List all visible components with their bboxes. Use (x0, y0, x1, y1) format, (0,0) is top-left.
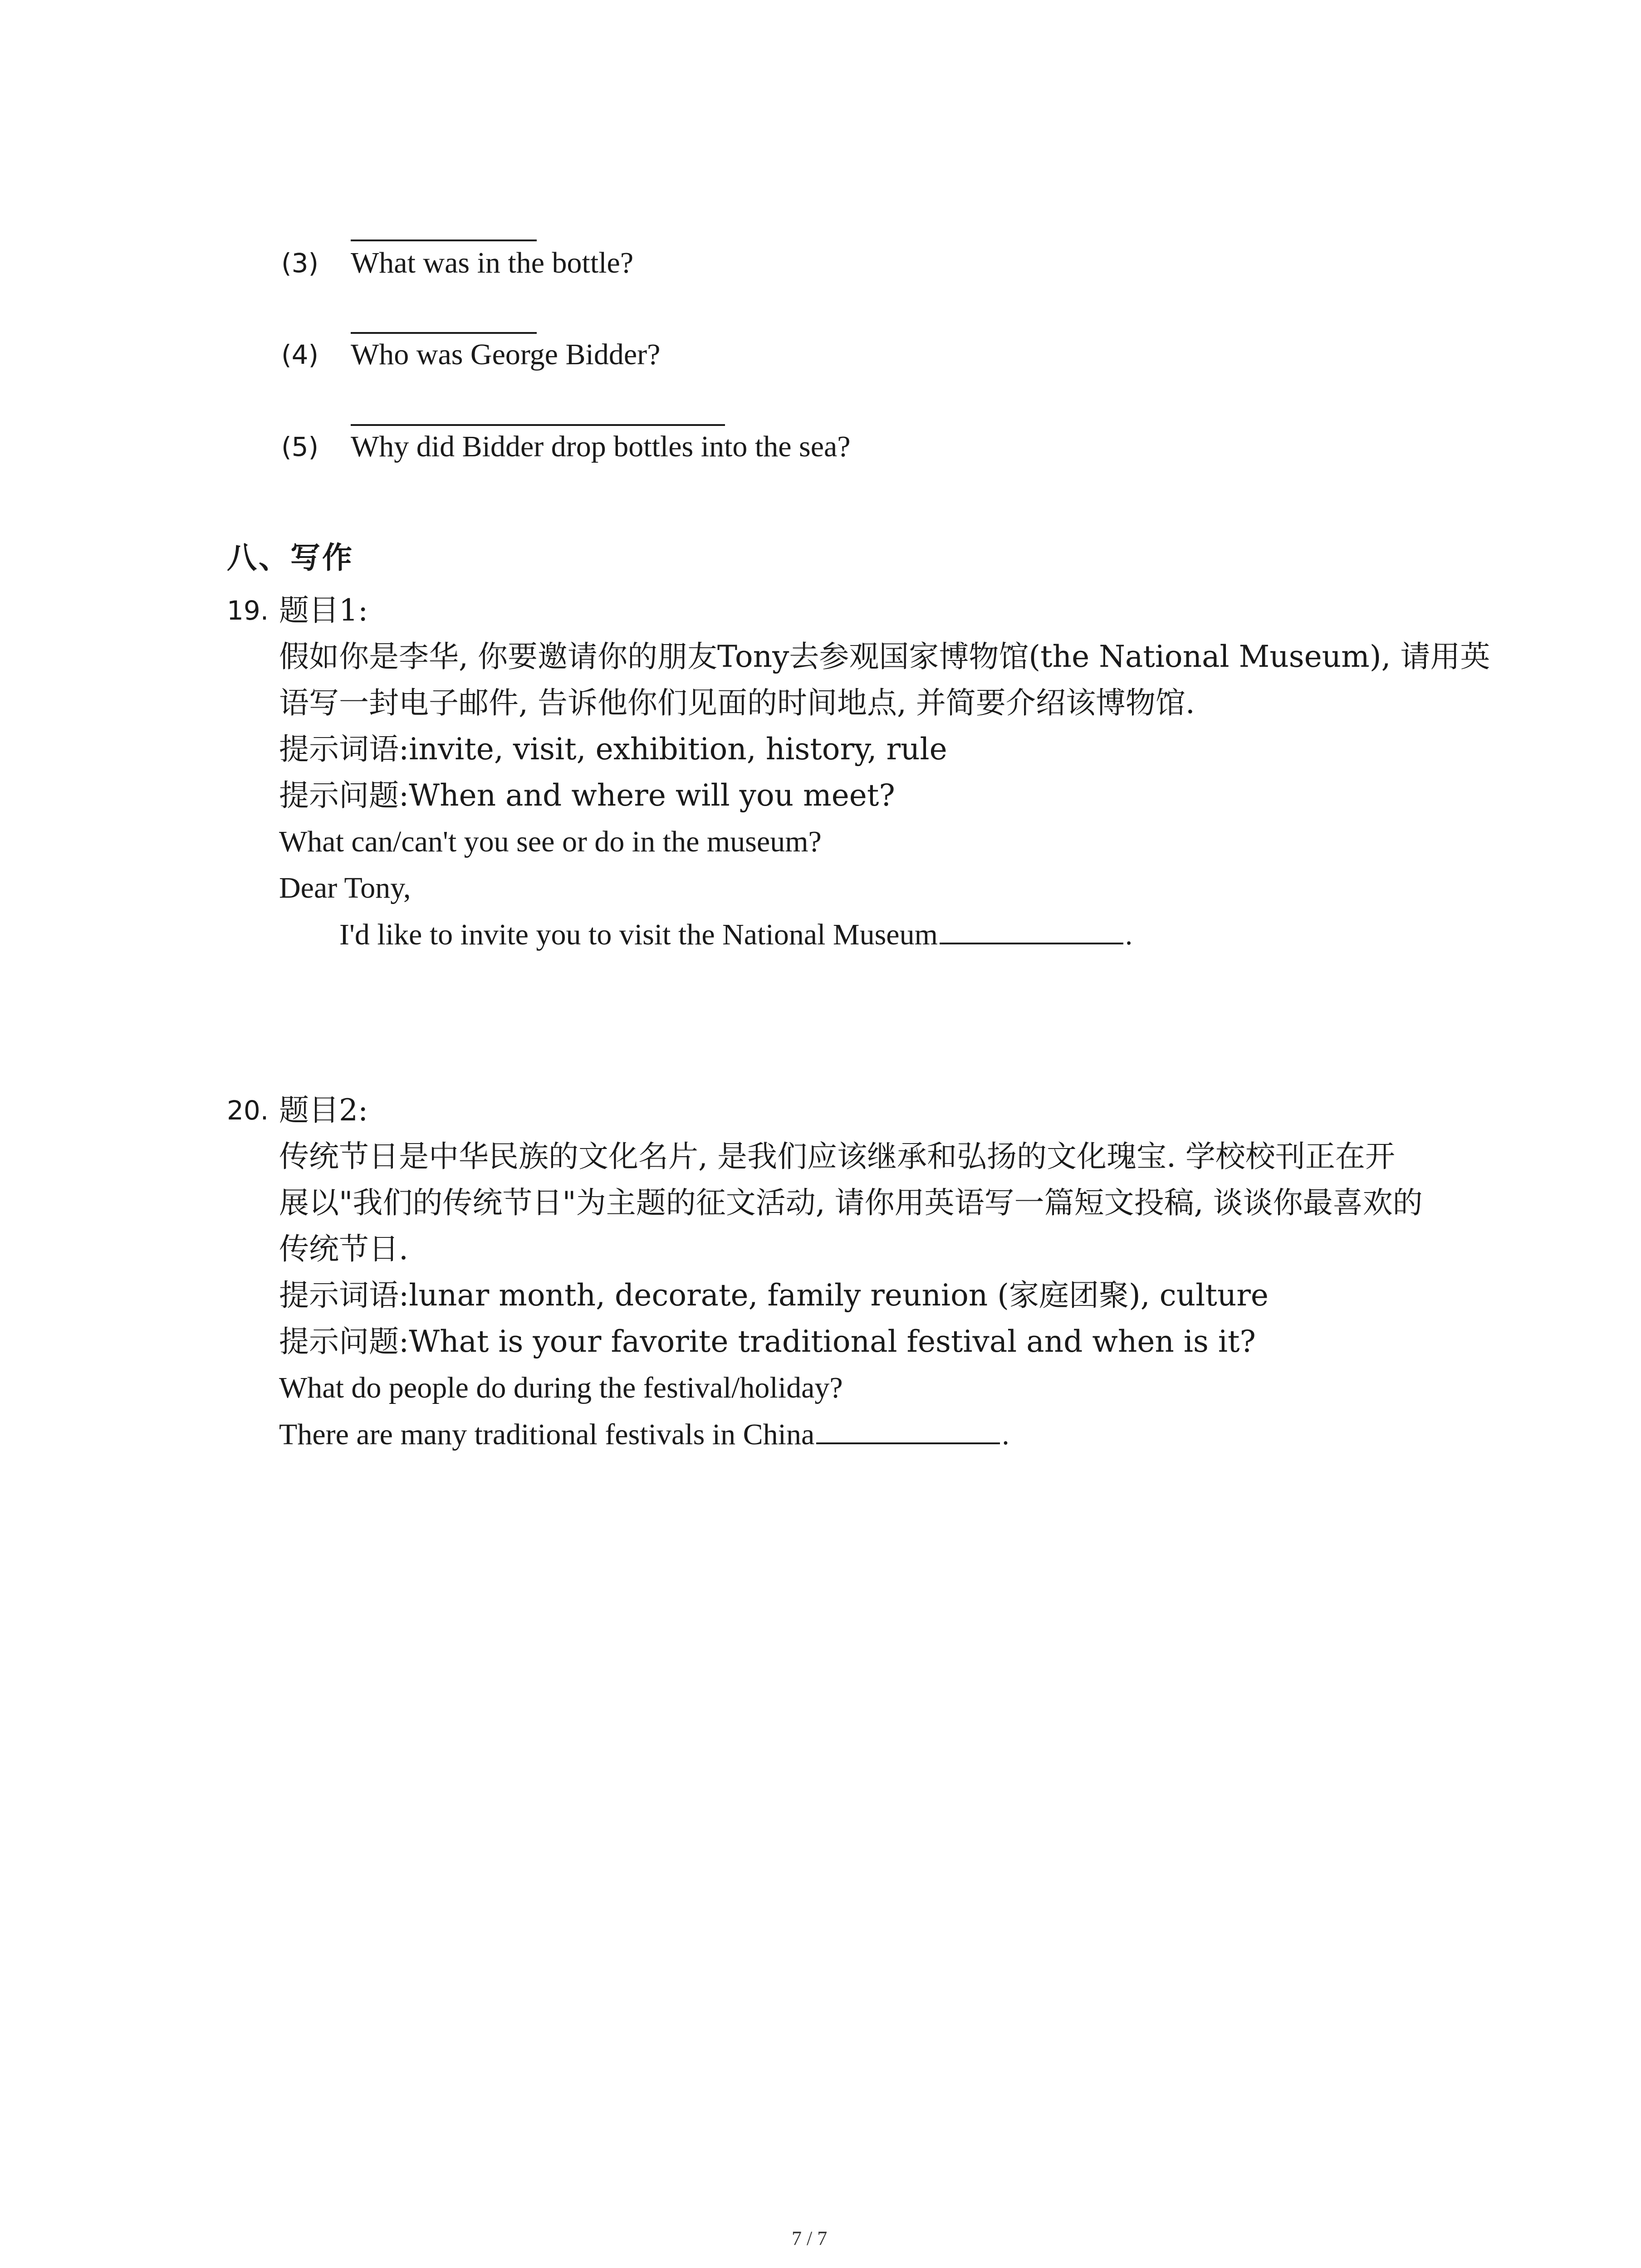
q20-prompt-line3: 传统节日. (279, 1232, 408, 1266)
q20-answer-blank[interactable] (816, 1416, 1000, 1444)
answer-line-q5 (351, 424, 725, 426)
q20-starter-period: . (1002, 1418, 1009, 1451)
q20-hint-question1: 提示问题:What is your favorite traditional festival and when is it? (279, 1324, 1256, 1359)
question-number-4: (4) (281, 339, 319, 370)
q20-prompt-line1: 传统节日是中华民族的文化名片, 是我们应该继承和弘扬的文化瑰宝. 学校校刊正在开 (279, 1139, 1395, 1174)
q20-label: 题目2: (279, 1093, 368, 1128)
question-text-5: Why did Bidder drop bottles into the sea? (351, 430, 851, 463)
q19-answer-blank[interactable] (940, 916, 1123, 944)
question-number-20: 20. (227, 1095, 269, 1126)
q20-prompt-line2: 展以"我们的传统节日"为主题的征文活动, 请你用英语写一篇短文投稿, 谈谈你最喜欢的 (279, 1185, 1423, 1220)
question-text-3: What was in the bottle? (351, 246, 634, 279)
question-number-19: 19. (227, 595, 269, 626)
q20-starter-sentence (279, 1416, 1009, 1453)
q19-label: 题目1: (279, 593, 368, 628)
answer-line-q3 (351, 240, 537, 241)
q20-starter-text: There are many traditional festivals in China (279, 1418, 815, 1451)
q19-starter-text: I'd like to invite you to visit the National Museum (339, 918, 938, 951)
q19-salutation: Dear Tony, (279, 871, 411, 904)
page-number: 7 / 7 (792, 2227, 828, 2249)
q20-hint-words: 提示词语:lunar month, decorate, family reunion (家庭团聚), culture (279, 1278, 1269, 1313)
question-text-4: Who was George Bidder? (351, 338, 661, 371)
answer-line-q4 (351, 332, 537, 334)
q19-prompt-line1: 假如你是李华, 你要邀请你的朋友Tony去参观国家博物馆(the National Museum), 请用英 (279, 639, 1490, 674)
q19-starter-sentence (339, 916, 1132, 953)
q20-hint-question2: What do people do during the festival/holiday? (279, 1371, 843, 1404)
question-number-3: (3) (281, 248, 319, 279)
q19-hint-words: 提示词语:invite, visit, exhibition, history, rule (279, 732, 947, 767)
q19-hint-question2: What can/can't you see or do in the museum? (279, 825, 822, 858)
section-heading-writing: 八、写作 (227, 540, 354, 575)
question-number-5: (5) (281, 431, 319, 462)
q19-starter-period: . (1125, 918, 1133, 951)
q19-prompt-line2: 语写一封电子邮件, 告诉他你们见面的时间地点, 并简要介绍该博物馆. (279, 685, 1195, 720)
q19-hint-question1: 提示问题:When and where will you meet? (279, 778, 895, 813)
